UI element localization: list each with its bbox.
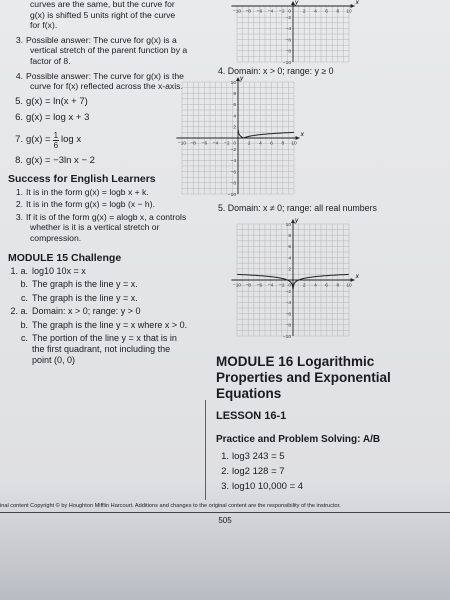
- x-tick-label: −10: [232, 283, 242, 289]
- equation-8: 8. g(x) = −3ln x − 2: [15, 154, 95, 166]
- x-tick-label: −2: [279, 283, 285, 289]
- module-16-title-line: Properties and Exponential: [216, 370, 391, 385]
- x-tick-label: −8: [190, 141, 196, 147]
- x-tick-label: −8: [245, 9, 251, 15]
- x-arrow-icon: [296, 136, 300, 140]
- x-tick-label: 8: [336, 9, 340, 15]
- x-arrow-icon: [351, 278, 355, 282]
- answer-row: 3. log10 10,000 = 4: [221, 481, 304, 492]
- x-tick-label: 10: [346, 283, 352, 289]
- left-column: [4, 0, 210, 365]
- y-tick-label: 4: [233, 114, 236, 120]
- origin-label: 0: [288, 283, 291, 289]
- lesson-heading: LESSON 16-1: [216, 410, 287, 422]
- equation-6: 6. g(x) = log x + 3: [15, 112, 90, 124]
- y-tick-label: 8: [233, 92, 236, 97]
- y-tick-label: 4: [288, 256, 291, 262]
- module-15-challenge-heading: MODULE 15 Challenge: [8, 251, 122, 264]
- x-tick-label: 2: [302, 283, 306, 289]
- y-tick-label: −4: [230, 159, 236, 165]
- y-tick-label: 10: [285, 222, 291, 228]
- answer-item-4: 4. Possible answer: The curve for g(x) is the curve for f(x) reflected across the x-axis.: [15, 70, 184, 92]
- x-tick-label: 8: [281, 141, 285, 147]
- x-tick-label: 4: [314, 283, 317, 289]
- answer-row: 1. log3 243 = 5: [221, 451, 285, 462]
- section-heading-english-learners: Success for English Learners: [8, 172, 156, 185]
- x-tick-label: 4: [259, 141, 262, 147]
- x-tick-label: 8: [336, 283, 340, 289]
- footer-rule: [0, 512, 450, 513]
- y-tick-label: −4: [285, 27, 291, 33]
- graph-5-label: 5. Domain: x ≠ 0; range: all real numbers: [218, 203, 377, 213]
- y-tick-label: −2: [285, 290, 291, 295]
- y-tick-label: 6: [233, 103, 236, 109]
- y-tick-label: −2: [230, 148, 236, 153]
- y-tick-label: −10: [227, 192, 236, 198]
- y-tick-label: −10: [282, 60, 291, 66]
- y-axis-label: y: [295, 217, 299, 224]
- x-tick-label: −2: [279, 9, 285, 15]
- x-tick-label: −10: [177, 141, 187, 147]
- x-tick-label: −10: [232, 9, 242, 15]
- y-tick-label: −4: [285, 301, 291, 307]
- x-tick-label: 6: [325, 9, 328, 15]
- graph-4: [177, 75, 446, 199]
- equation-5: 5. g(x) = ln(x + 7): [15, 95, 88, 107]
- x-tick-label: 10: [291, 141, 297, 147]
- continued-line: g(x) is shifted 5 units right of the curve: [30, 9, 176, 20]
- y-tick-label: −6: [285, 312, 291, 318]
- x-tick-label: 6: [325, 283, 328, 289]
- y-tick-label: 2: [288, 267, 291, 273]
- y-tick-label: −10: [282, 334, 291, 340]
- answer-row: 2. log2 128 = 7: [221, 466, 285, 477]
- x-tick-label: −8: [245, 283, 251, 289]
- x-tick-label: −4: [267, 9, 274, 15]
- x-tick-label: −6: [256, 283, 263, 289]
- x-axis-label: x: [300, 131, 304, 138]
- x-tick-label: 2: [302, 9, 306, 15]
- continued-line: curves are the same, but the curve for: [30, 0, 175, 9]
- y-tick-label: 2: [233, 125, 236, 131]
- y-tick-label: −8: [285, 323, 291, 329]
- x-tick-label: −4: [212, 141, 219, 147]
- y-tick-label: 10: [230, 80, 236, 86]
- graph-4-label: 4. Domain: x > 0; range: y ≥ 0: [218, 66, 334, 76]
- challenge-list: 1. a. log10 10x = x b. The graph is the line y = x. c. The graph is the line y = x. 2. a. Domain: x > 0; range: y > 0 b. The graph is the line y = x where x > 0. c. The portion of the line y = x that is in the first quadrant, not including the point (0, 0): [10, 265, 188, 365]
- module-16-title-line: Equations: [216, 386, 282, 401]
- copyright-footer: inal content Copyright © by Houghton Mifflin Harcourt. Additions and changes to the original content are the responsibility of the instructor.: [0, 503, 341, 509]
- red-margin-bracket: [205, 400, 206, 500]
- lesson-answers: [216, 449, 391, 494]
- y-tick-label: −8: [285, 49, 291, 55]
- x-tick-label: 2: [247, 141, 251, 147]
- y-axis-label: y: [295, 0, 299, 6]
- y-tick-label: −6: [230, 170, 236, 176]
- continued-line: for f(x).: [30, 20, 58, 31]
- module-16-block: [216, 354, 391, 494]
- answer-item-3: 3. Possible answer: The curve for g(x) is a vertical stretch of the parent function by a factor of 8.: [15, 34, 188, 66]
- module-16-title-line: MODULE 16 Logarithmic: [216, 354, 375, 369]
- y-tick-label: −2: [285, 16, 291, 21]
- graph-5: [216, 214, 446, 344]
- x-axis-label: x: [355, 0, 359, 6]
- x-axis-label: x: [355, 273, 359, 280]
- equation-7: 7. g(x) = $\frac{1}{6}$ log x: [15, 130, 82, 150]
- x-tick-label: 10: [346, 9, 352, 15]
- graph-3-partial: [216, 0, 446, 66]
- practice-heading: Practice and Problem Solving: A/B: [216, 434, 381, 445]
- y-tick-label: −6: [285, 38, 291, 44]
- page-number: 505: [218, 516, 232, 525]
- y-tick-label: −8: [230, 181, 236, 187]
- y-axis-label: y: [240, 75, 244, 82]
- x-tick-label: 4: [314, 9, 317, 15]
- x-tick-label: −2: [224, 141, 230, 147]
- x-tick-label: 6: [270, 141, 273, 147]
- y-tick-label: 8: [288, 234, 291, 239]
- x-tick-label: −6: [256, 9, 263, 15]
- x-tick-label: −4: [267, 283, 274, 289]
- origin-label: 0: [233, 141, 236, 147]
- x-arrow-icon: [351, 4, 355, 8]
- y-tick-label: 6: [288, 245, 291, 251]
- x-tick-label: −6: [201, 141, 208, 147]
- ell-list: 1. It is in the form g(x) = logb x + k. 2. It is in the form g(x) = logb (x − h). 3. If it is of the form g(x) = alogb x, a controls whether is it is a vertical stretch or compression.: [15, 186, 187, 243]
- origin-label: 0: [288, 9, 291, 15]
- fraction-one-sixth: $\frac{1}{6}$: [53, 130, 59, 150]
